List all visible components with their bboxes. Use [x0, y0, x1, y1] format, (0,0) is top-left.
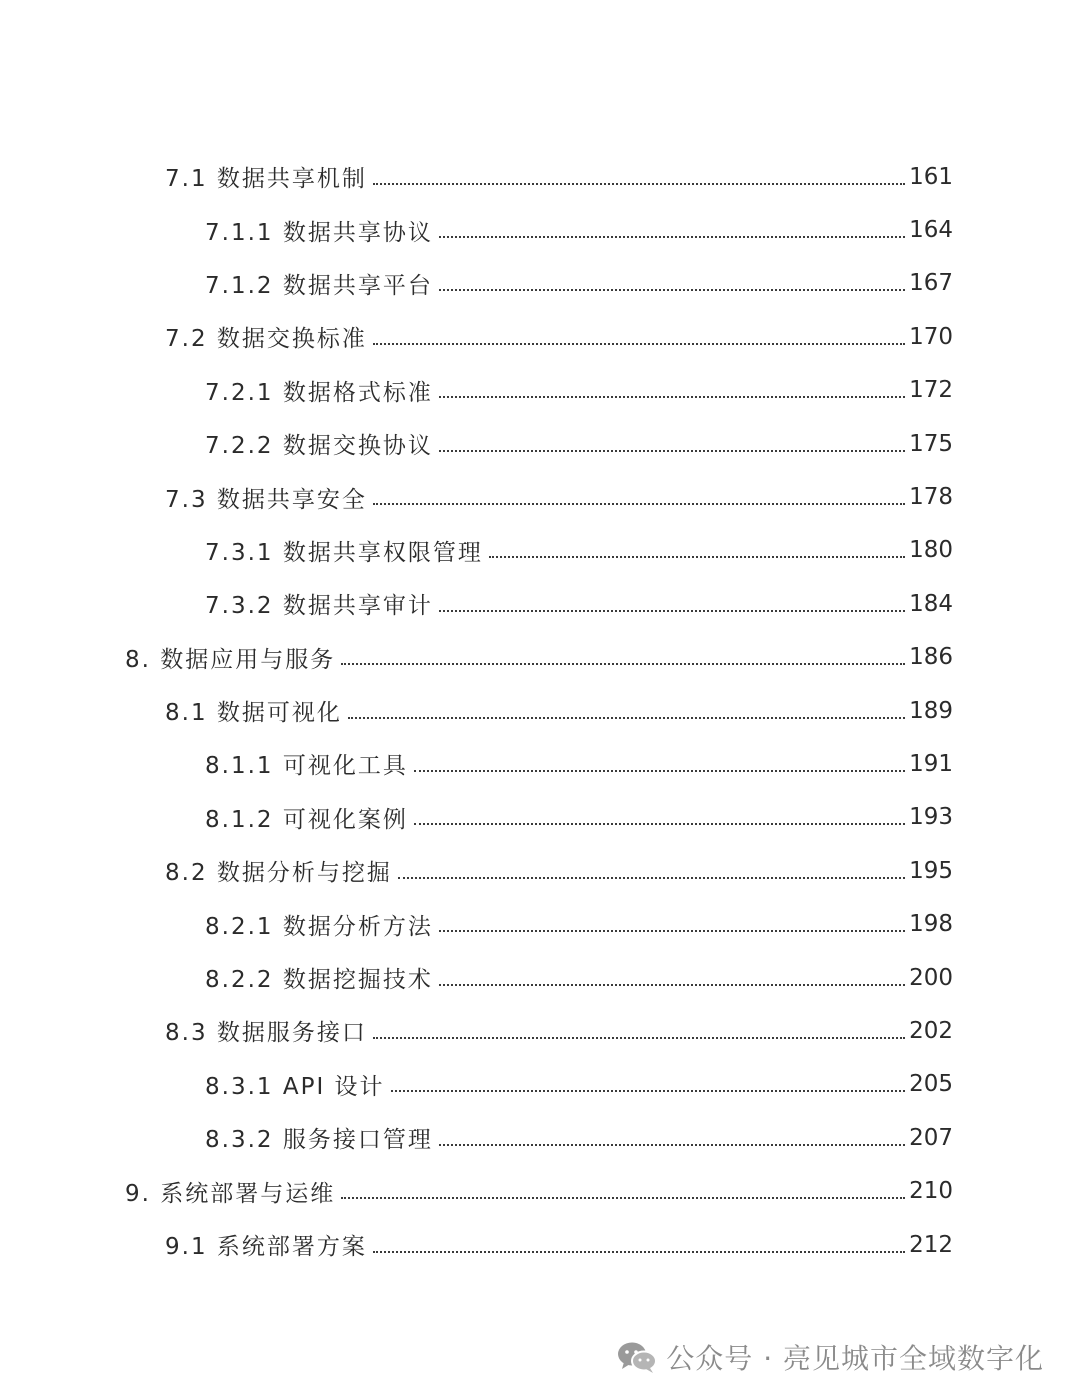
- toc-page-number: 189: [909, 697, 953, 724]
- toc-dot-leader: [373, 1251, 905, 1253]
- toc-entry[interactable]: [0, 1111, 1080, 1164]
- toc-entry-title: [205, 587, 433, 620]
- toc-dot-leader: [348, 717, 905, 719]
- toc-entry-text: 数据挖掘技术: [282, 967, 433, 994]
- toc-entry-title: [205, 908, 433, 941]
- toc-entry-text: 数据分析方法: [282, 913, 433, 940]
- toc-entry-text: 数据分析与挖掘: [216, 860, 392, 887]
- toc-entry-title: [205, 1121, 433, 1154]
- toc-entry-text: 数据应用与服务: [160, 646, 336, 673]
- toc-dot-leader: [439, 930, 905, 932]
- toc-entry-text: 系统部署与运维: [160, 1180, 336, 1207]
- toc-entry-number: 9.1: [165, 1234, 208, 1260]
- toc-page-number: 167: [909, 270, 953, 297]
- toc-entry-number: 7.3: [165, 486, 208, 513]
- toc-page-number: 161: [909, 163, 953, 190]
- toc-entry-number: 9.: [125, 1180, 151, 1207]
- toc-dot-leader: [439, 396, 905, 398]
- toc-entry[interactable]: [0, 951, 1080, 1004]
- toc-entry-number: 8.3.1: [205, 1073, 274, 1100]
- toc-dot-leader: [439, 1144, 905, 1146]
- toc-entry[interactable]: [0, 577, 1080, 630]
- toc-entry-title: [205, 801, 408, 834]
- toc-page-number: 186: [909, 644, 953, 671]
- toc-entry[interactable]: [0, 257, 1080, 310]
- toc-entry-number: 7.3.2: [205, 593, 274, 620]
- toc-entry-number: 7.2: [165, 326, 208, 353]
- toc-entry-text: 可视化案例: [282, 806, 408, 833]
- toc-page-number: 180: [909, 537, 953, 564]
- toc-dot-leader: [489, 556, 905, 558]
- toc-entry-title: [205, 1068, 385, 1101]
- toc-page-number: 164: [909, 217, 953, 244]
- toc-dot-leader: [373, 183, 905, 185]
- toc-dot-leader: [414, 823, 905, 825]
- toc-entry-text: 数据共享机制: [216, 166, 367, 193]
- toc-entry-text: 数据共享权限管理: [282, 539, 483, 566]
- toc-entry[interactable]: [0, 364, 1080, 417]
- toc-entry[interactable]: [0, 1058, 1080, 1111]
- toc-dot-leader: [341, 663, 905, 665]
- toc-entry-text: 数据共享平台: [282, 272, 433, 299]
- toc-entry[interactable]: [0, 791, 1080, 844]
- toc-entry-title: [205, 427, 433, 460]
- toc-entry-number: 7.1: [165, 166, 208, 193]
- toc-entry-text: 系统部署方案: [216, 1234, 367, 1260]
- toc-entry-number: 8.2.2: [205, 967, 274, 994]
- toc-entry-number: 7.2.2: [205, 433, 274, 460]
- toc-entry-title: [205, 214, 433, 247]
- toc-page-number: 184: [909, 590, 953, 617]
- toc-entry-number: 8.2: [165, 860, 208, 887]
- toc-page-number: 205: [909, 1071, 953, 1098]
- watermark: [616, 1337, 1044, 1377]
- toc-entry-text: 可视化工具: [282, 753, 408, 780]
- toc-dot-leader: [439, 289, 905, 291]
- toc-entry-title: [165, 854, 392, 887]
- toc-entry-title: [205, 267, 433, 300]
- toc-entry-text: 数据交换协议: [282, 433, 433, 460]
- toc-entry[interactable]: [0, 310, 1080, 363]
- toc-entry[interactable]: [0, 897, 1080, 950]
- toc-entry[interactable]: [0, 203, 1080, 256]
- toc-entry[interactable]: [0, 524, 1080, 577]
- toc-entry-title: [125, 1175, 335, 1208]
- toc-entry-text: 数据共享协议: [282, 219, 433, 246]
- toc-dot-leader: [439, 984, 905, 986]
- toc-entry-title: [165, 1228, 367, 1261]
- toc-dot-leader: [391, 1090, 906, 1092]
- toc-entry-number: 8.3: [165, 1020, 208, 1047]
- toc-entry-text: 数据服务接口: [216, 1020, 367, 1047]
- toc-page-number: 198: [909, 911, 953, 938]
- toc-page-number: 200: [909, 964, 953, 991]
- toc-entry[interactable]: [0, 684, 1080, 737]
- toc-entry-text: 数据交换标准: [216, 326, 367, 353]
- toc-page-number: 193: [909, 804, 953, 831]
- toc-page-number: 172: [909, 377, 953, 404]
- toc-entry[interactable]: [0, 1164, 1080, 1217]
- toc-entry-title: [205, 374, 433, 407]
- toc-dot-leader: [341, 1197, 905, 1199]
- toc-entry-text: 数据格式标准: [282, 379, 433, 406]
- toc-dot-leader: [373, 343, 905, 345]
- toc-dot-leader: [439, 450, 905, 452]
- toc-entry[interactable]: [0, 844, 1080, 897]
- toc-entry-text: 服务接口管理: [282, 1127, 433, 1154]
- toc-entry-number: 7.3.1: [205, 539, 274, 566]
- toc-entry[interactable]: [0, 1218, 1080, 1271]
- toc-entry-title: [165, 1014, 367, 1047]
- toc-page-number: 212: [909, 1231, 953, 1258]
- toc-entry-title: [205, 534, 483, 567]
- toc-entry-number: 7.2.1: [205, 379, 274, 406]
- toc-dot-leader: [414, 770, 905, 772]
- toc-entry-text: 数据可视化: [216, 700, 342, 727]
- toc-entry-number: 8.1: [165, 700, 208, 727]
- toc-page-number: 178: [909, 484, 953, 511]
- toc-page-number: 191: [909, 750, 953, 777]
- toc-entry[interactable]: [0, 150, 1080, 203]
- toc-entry-number: 8.1.1: [205, 753, 274, 780]
- toc-entry-title: [205, 961, 433, 994]
- toc-entry[interactable]: [0, 631, 1080, 684]
- toc-entry-title: [165, 160, 367, 193]
- toc-entry-title: [125, 641, 335, 674]
- toc-page-number: 170: [909, 323, 953, 350]
- wechat-icon: [616, 1340, 658, 1374]
- toc-page-number: 202: [909, 1017, 953, 1044]
- toc-page-number: 210: [909, 1178, 953, 1205]
- toc-entry-number: 8.: [125, 646, 151, 673]
- toc-dot-leader: [439, 610, 905, 612]
- toc-dot-leader: [373, 1037, 905, 1039]
- toc-dot-leader: [398, 877, 905, 879]
- toc-dot-leader: [439, 236, 905, 238]
- toc-page-number: 195: [909, 857, 953, 884]
- toc-entry-text: 数据共享审计: [282, 593, 433, 620]
- toc-entry-title: [165, 694, 342, 727]
- toc-entry-number: 8.3.2: [205, 1127, 274, 1154]
- toc-entry-title: [165, 320, 367, 353]
- toc-entry-number: 8.1.2: [205, 806, 274, 833]
- table-of-contents: [0, 150, 1080, 1271]
- toc-entry[interactable]: [0, 1004, 1080, 1057]
- toc-page-number: 175: [909, 430, 953, 457]
- toc-entry[interactable]: [0, 417, 1080, 470]
- toc-entry-number: 8.2.1: [205, 913, 274, 940]
- toc-page-number: 207: [909, 1124, 953, 1151]
- toc-entry-title: [165, 481, 367, 514]
- toc-entry-number: 7.1.2: [205, 272, 274, 299]
- watermark-text: 公众号 · 亮见城市全域数字化: [666, 1342, 1044, 1375]
- toc-entry[interactable]: [0, 737, 1080, 790]
- toc-entry-text: 数据共享安全: [216, 486, 367, 513]
- toc-entry-title: [205, 747, 408, 780]
- toc-entry-text: API 设计: [282, 1073, 385, 1100]
- toc-entry[interactable]: [0, 470, 1080, 523]
- toc-entry-number: 7.1.1: [205, 219, 274, 246]
- toc-dot-leader: [373, 503, 905, 505]
